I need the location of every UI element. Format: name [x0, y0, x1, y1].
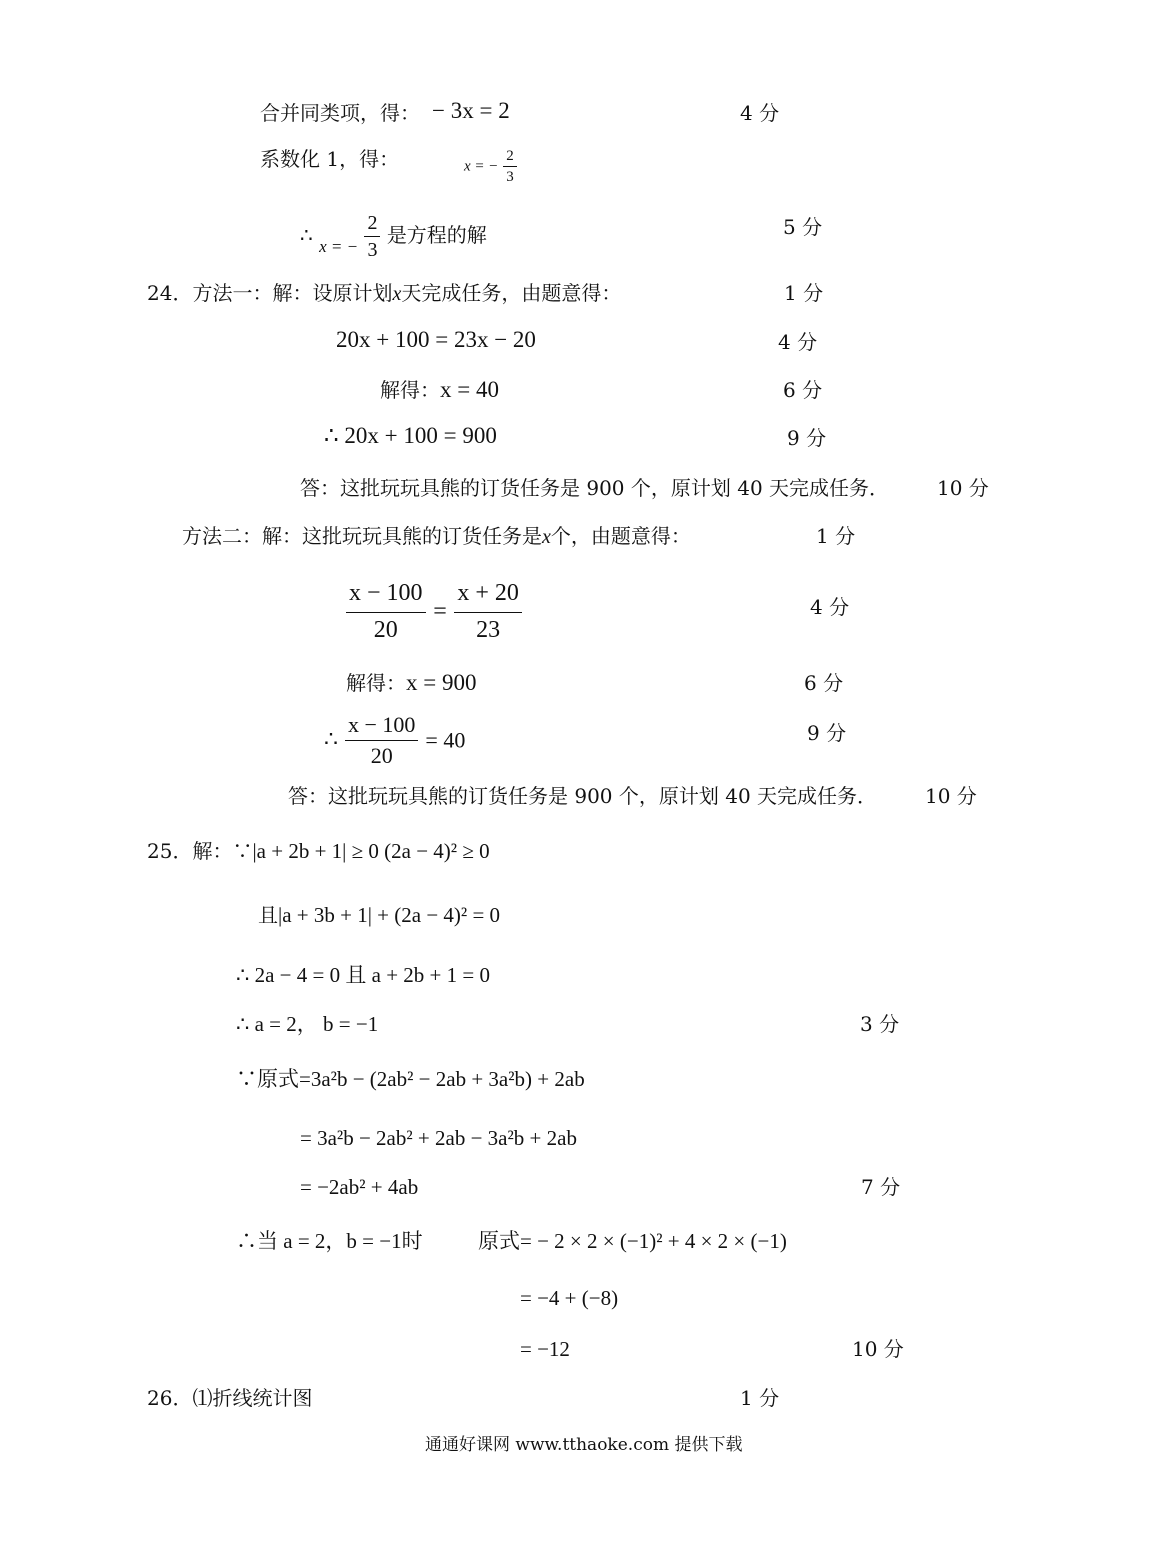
q25-line-6: = 3a²b − 2ab² + 2ab − 3a²b + 2ab	[300, 1126, 577, 1150]
method2-result	[324, 710, 465, 771]
method2-heading-text: 方法二：解：这批玩玩具熊的订货任务是	[182, 524, 542, 548]
denominator: 20	[370, 743, 393, 768]
fraction	[364, 210, 380, 263]
step-coef-label: 系数化 1，得：	[260, 147, 400, 171]
fraction	[345, 710, 418, 771]
and-word: 且	[258, 903, 278, 927]
q25-line-10: = −12	[520, 1337, 570, 1361]
step-combine-math: − 3x = 2	[432, 98, 510, 123]
equals-sign: =	[433, 598, 447, 625]
q24-heading	[147, 280, 621, 307]
conclusion-text: 是方程的解	[386, 223, 487, 247]
q24-heading-text-2: 天完成任务，由题意得：	[401, 281, 622, 305]
q25-line-2	[258, 902, 500, 928]
q25-line-7: = −2ab² + 4ab	[300, 1175, 419, 1199]
q24-heading-text: 24．方法一：解：设原计划	[147, 281, 393, 305]
q25-line-1	[147, 838, 490, 864]
numerator: x − 100	[345, 710, 418, 741]
numerator: x − 100	[346, 576, 426, 613]
score: 6 分	[804, 671, 844, 695]
solve-math: x = 900	[406, 670, 477, 695]
q25-line-5: ∵原式=3a²b − (2ab² − 2ab + 3a²b) + 2ab	[236, 1067, 585, 1091]
denominator: 20	[373, 617, 398, 643]
numerator: 2	[503, 146, 517, 167]
q25-math: |a + 2b + 1| ≥ 0 (2a − 4)² ≥ 0	[252, 839, 490, 863]
solve-label: 解得：	[346, 671, 406, 695]
q26-heading: 26．⑴折线统计图	[147, 1386, 313, 1410]
step-conclusion	[300, 210, 487, 263]
score: 6 分	[783, 378, 823, 402]
score: 1 分	[740, 1386, 780, 1410]
score: 4 分	[740, 101, 780, 125]
fraction-left	[346, 576, 426, 647]
score: 9 分	[787, 426, 827, 450]
solve-label: 解得：	[380, 378, 440, 402]
score: 7 分	[861, 1175, 901, 1199]
q25-line-9: = −4 + (−8)	[520, 1286, 619, 1310]
q25-math: |a + 3b + 1| + (2a − 4)² = 0	[278, 903, 501, 927]
score: 3 分	[860, 1012, 900, 1036]
score: 10 分	[937, 476, 989, 500]
fraction-right	[454, 576, 522, 647]
step-combine-label: 合并同类项，得：	[260, 101, 420, 125]
score: 1 分	[816, 524, 856, 548]
denominator: 23	[476, 617, 501, 643]
step-coef-math	[464, 146, 517, 187]
page-footer: 通通好课网 www.tthaoke.com 提供下载	[425, 1435, 743, 1455]
math-lhs: x = −	[319, 237, 359, 256]
score: 5 分	[783, 215, 823, 239]
fraction	[503, 146, 517, 187]
score: 9 分	[807, 721, 847, 745]
numerator: 2	[364, 210, 380, 237]
math-lhs: x = −	[464, 158, 499, 175]
q24-method2-heading	[182, 523, 691, 550]
denominator: 3	[367, 239, 378, 261]
method2-equation	[346, 576, 522, 647]
score: 10 分	[925, 784, 977, 808]
q24-equation: 20x + 100 = 23x − 20	[336, 327, 536, 352]
method2-heading-text-2: 个，由题意得：	[550, 524, 691, 548]
numerator: x + 20	[454, 576, 522, 613]
score: 4 分	[778, 330, 818, 354]
denominator: 3	[506, 169, 514, 185]
q25-line-3: ∴ 2a − 4 = 0 且 a + 2b + 1 = 0	[236, 963, 490, 987]
score: 10 分	[852, 1337, 904, 1361]
score: 1 分	[784, 281, 824, 305]
q25-line-8a: ∴当 a = 2，b = −1时	[236, 1229, 423, 1253]
variable: x	[542, 526, 551, 548]
therefore-symbol: ∴	[324, 727, 338, 753]
variable: x	[392, 283, 402, 305]
q24-answer: 答：这批玩玩具熊的订货任务是 900 个，原计划 40 天完成任务．	[300, 476, 890, 500]
score: 4 分	[810, 595, 850, 619]
q25-line-8b: 原式= − 2 × 2 × (−1)² + 4 × 2 × (−1)	[478, 1229, 787, 1253]
therefore-symbol: ∴	[300, 223, 313, 247]
result-rhs: = 40	[425, 727, 466, 753]
method2-solve	[346, 670, 476, 696]
q24-solve	[380, 377, 499, 403]
method2-answer: 答：这批玩玩具熊的订货任务是 900 个，原计划 40 天完成任务．	[288, 784, 878, 808]
q25-heading: 25．解：∵	[147, 839, 253, 863]
solve-math: x = 40	[440, 377, 499, 402]
q25-line-4: ∴ a = 2， b = −1	[236, 1012, 379, 1036]
q24-result: ∴ 20x + 100 = 900	[324, 423, 497, 448]
